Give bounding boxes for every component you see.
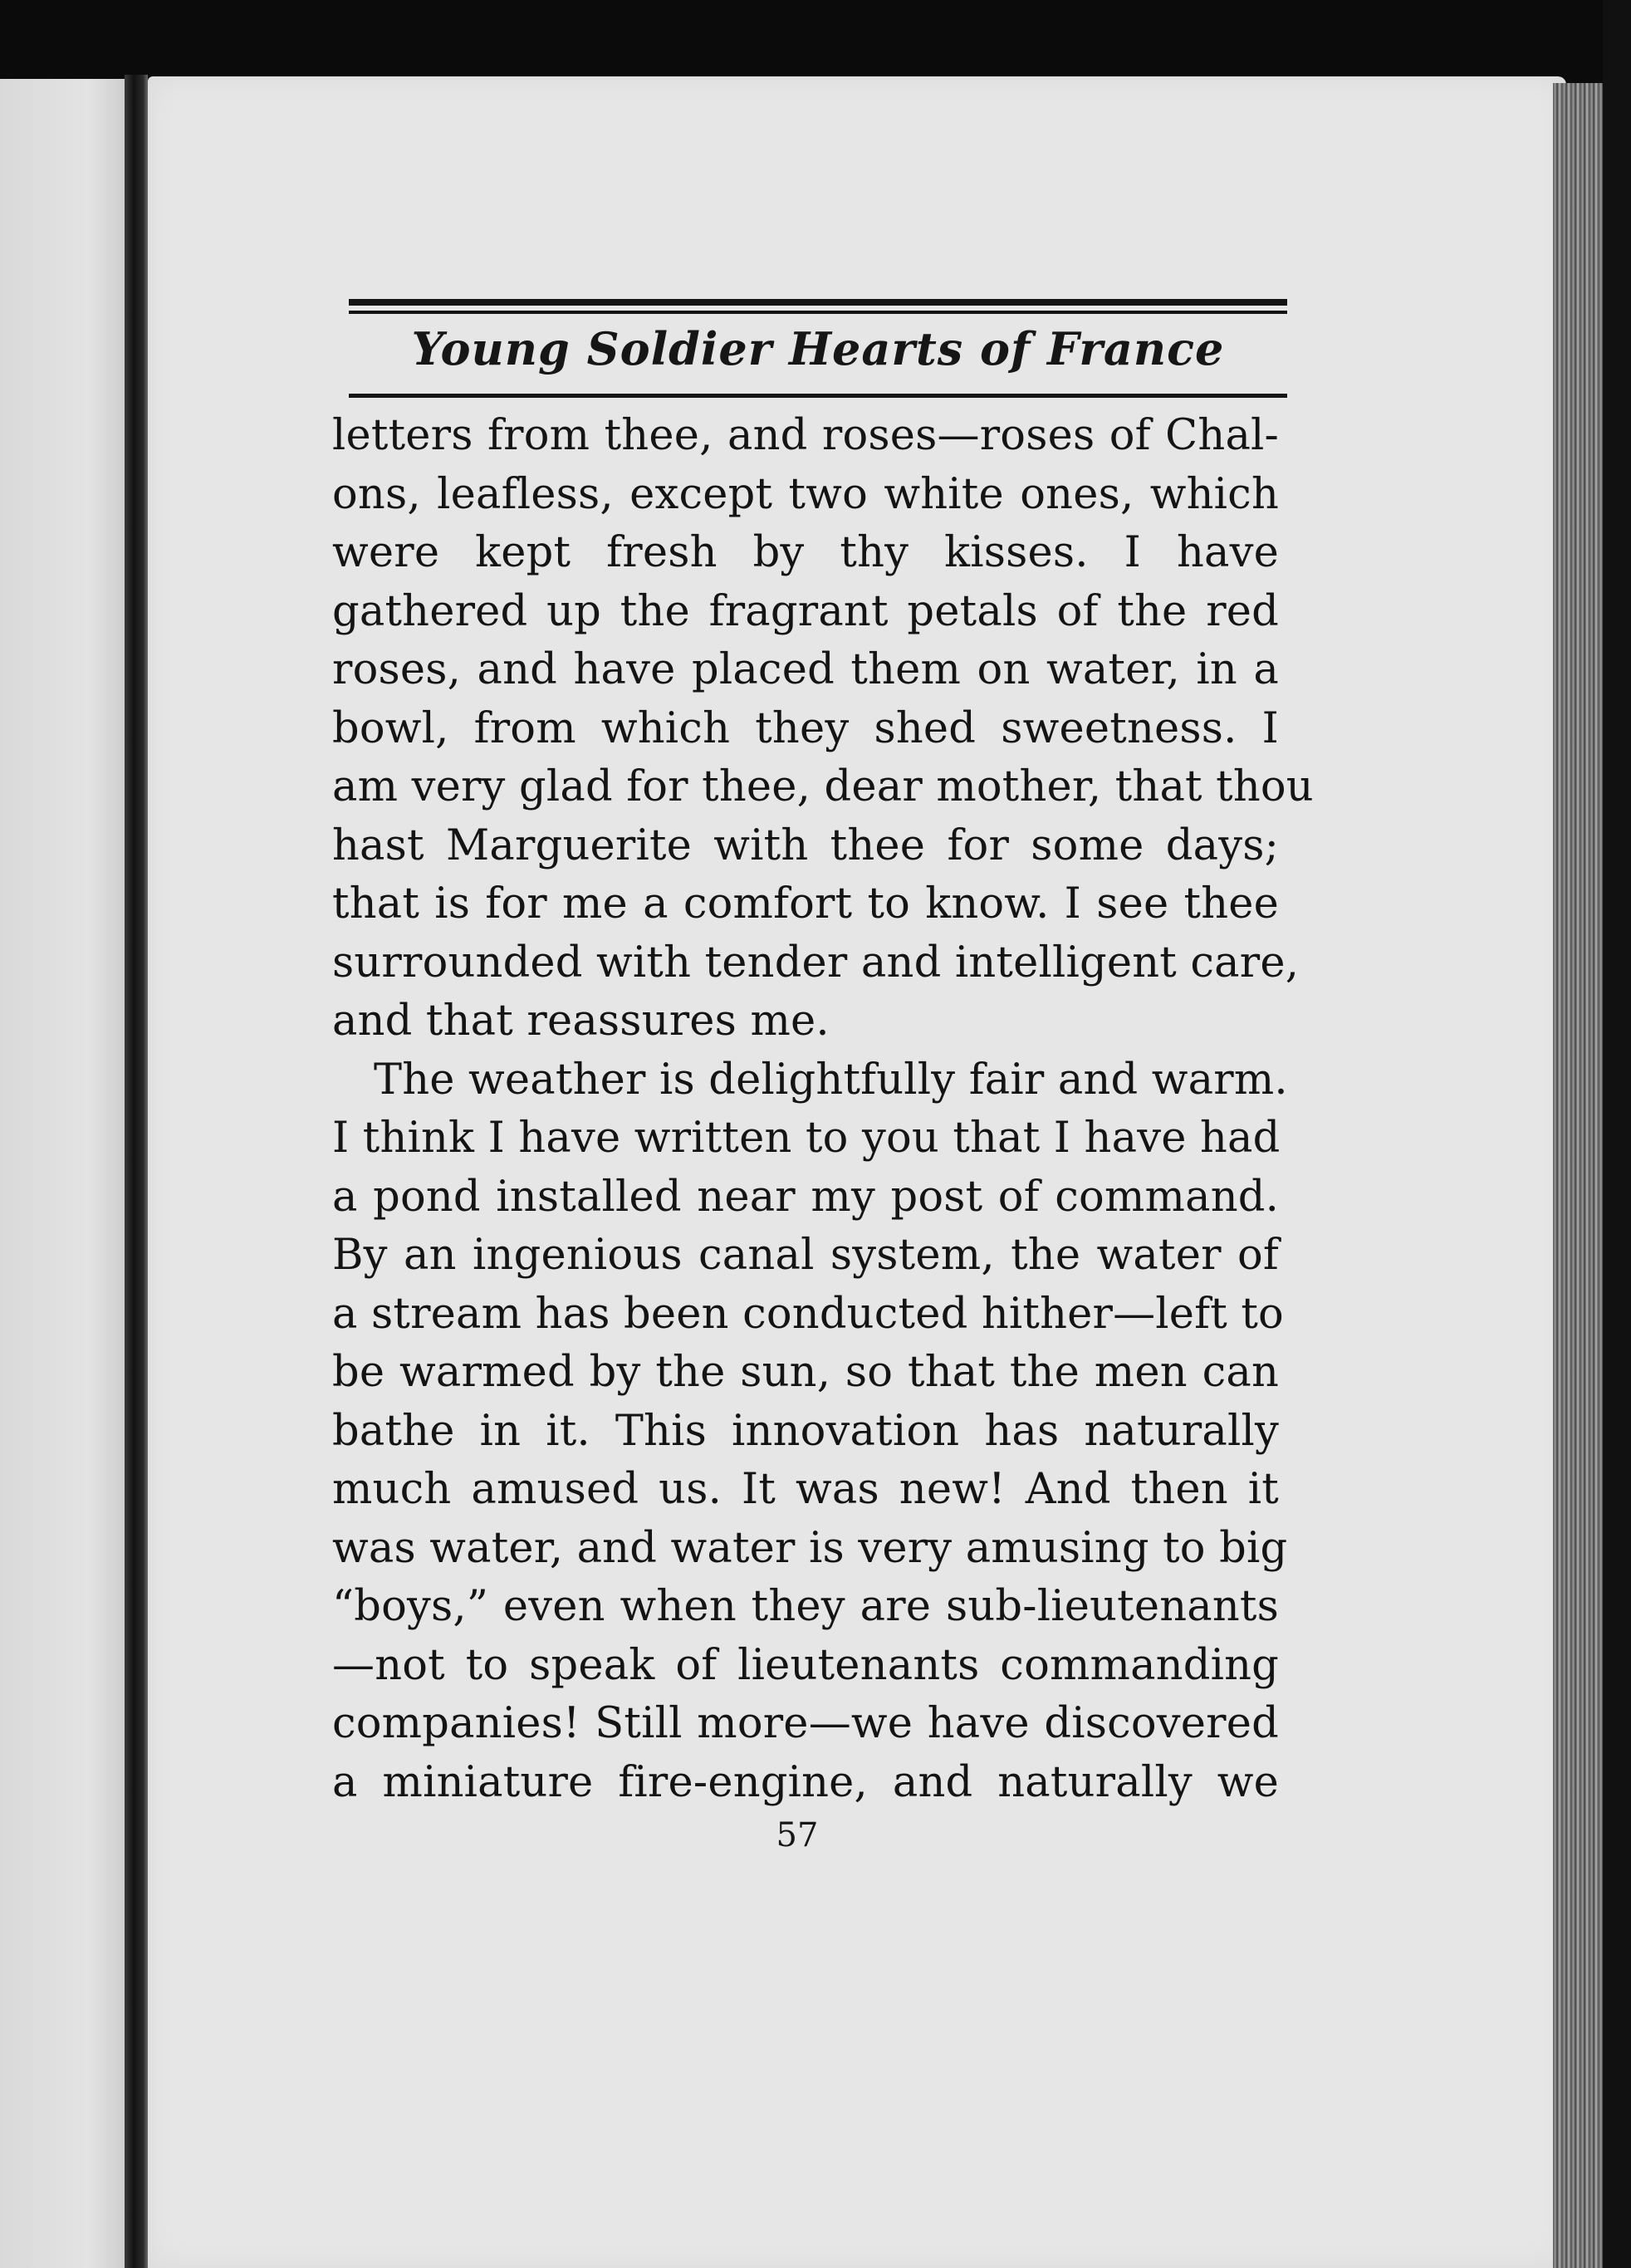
text-line: ons, leafless, except two white ones, which — [332, 469, 1279, 519]
header-underline-rule — [349, 394, 1287, 398]
page-number: 57 — [776, 1816, 819, 1854]
text-line: am very glad for thee, dear mother, that thou — [332, 762, 1314, 811]
page-body-text — [332, 407, 1314, 1812]
left-facing-page-edge — [0, 79, 125, 2268]
text-line: a pond installed near my post of command. — [332, 1172, 1279, 1222]
text-line: companies! Still more—we have discovered — [332, 1699, 1279, 1748]
text-line: a stream has been conducted hither—left to — [332, 1289, 1284, 1339]
background-edge — [1603, 0, 1631, 2268]
book-gutter — [125, 75, 148, 2268]
text-line: bowl, from which they shed sweetness. I — [332, 703, 1279, 753]
header-double-rule-top — [349, 299, 1287, 306]
running-head: Young Soldier Hearts of France — [411, 322, 1225, 375]
text-line: much amused us. It was new! And then it — [332, 1465, 1279, 1514]
text-line: a miniature fire-engine, and naturally we — [332, 1757, 1279, 1807]
text-line: hast Marguerite with thee for some days; — [332, 820, 1279, 870]
text-line: roses, and have placed them on water, in a — [332, 645, 1279, 694]
text-line: bathe in it. This innovation has naturally — [332, 1406, 1279, 1456]
text-line: The weather is delightfully fair and warm. — [374, 1055, 1288, 1105]
text-line: were kept fresh by thy kisses. I have — [332, 528, 1279, 577]
text-line: I think I have written to you that I have had — [332, 1114, 1281, 1163]
text-line: letters from thee, and roses—roses of Chal- — [332, 411, 1279, 460]
header-double-rule-bottom — [349, 311, 1287, 314]
text-line: be warmed by the sun, so that the men can — [332, 1348, 1279, 1397]
text-line: “boys,” even when they are sub-lieutenants — [332, 1582, 1279, 1631]
text-line: gathered up the fragrant petals of the red — [332, 586, 1279, 636]
text-line: —not to speak of lieutenants commanding — [332, 1640, 1279, 1690]
text-line: and that reassures me. — [332, 997, 830, 1046]
page-edge-stack — [1553, 83, 1603, 2268]
text-line: By an ingenious canal system, the water of — [332, 1231, 1279, 1280]
text-line: surrounded with tender and intelligent care, — [332, 938, 1300, 987]
text-line: that is for me a comfort to know. I see thee — [332, 879, 1279, 928]
text-line: was water, and water is very amusing to big — [332, 1523, 1288, 1573]
